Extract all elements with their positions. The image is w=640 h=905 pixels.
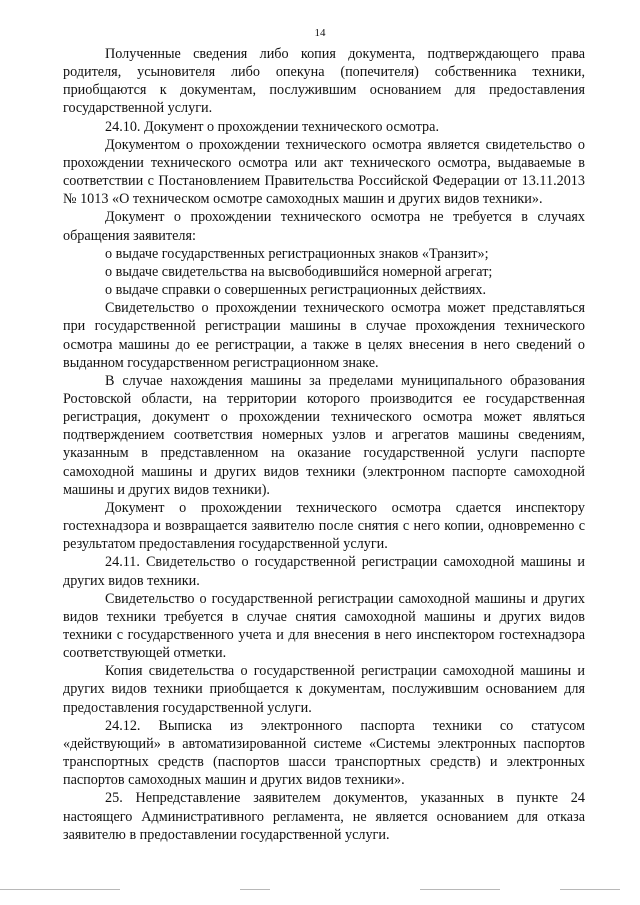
paragraph-document-return: Документ о прохождении технического осмотра сдается инспектору гостехнадзора и возвращается заявителю после снятия с него копии, одновременно с результатом предоставления государственной услуги.: [63, 499, 585, 553]
paragraph-outside-municipality: В случае нахождения машины за пределами муниципального образования Ростовской области, на территории которого производится ее государственная регистрация, документ о прохождении технического осмотра может являться подтверждением соответствия номерных узлов и агрегатов машины сведениям, указанным в представленном на оказание государственной услуги паспорте самоходной машины и других видов техники (электронном паспорте самоходной машины и других видов техники).: [63, 372, 585, 498]
heading-24-10: 24.10. Документ о прохождении технического осмотра.: [105, 118, 439, 135]
heading-24-12: 24.12. Выписка из электронного паспорта техники со статусом «действующий» в автоматизированной системе «Системы электронных паспортов транспортных средств (паспортов шасси транспортных средств) и электронных паспортов самоходных машин и других видов техники».: [63, 717, 585, 789]
list-item-certificate: о выдаче справки о совершенных регистрационных действиях.: [105, 282, 486, 299]
paragraph-not-required: Документ о прохождении технического осмотра не требуется в случаях обращения заявителя:: [63, 209, 585, 244]
paragraph-inspection-document: Документом о прохождении технического осмотра является свидетельство о прохождении технического осмотра или акт технического осмотра, выдаваемые в соответствии с Постановлением Правительства Российской Федерации от 13.11.2013 № 1013 «О техническом осмотре самоходных машин и других видов техники».: [63, 136, 585, 208]
list-item-number-unit: о выдаче свидетельства на высвободившийся номерной агрегат;: [105, 263, 493, 280]
paragraph-registration-copy: Копия свидетельства о государственной регистрации самоходной машины и других видов техники приобщается к документам, послужившим основанием для предоставления государственной услуги.: [63, 663, 585, 716]
paragraph-certificate-submission: Свидетельство о прохождении технического осмотра может представляться при государственной регистрации машины в случае прохождения технического осмотра машины до ее регистрации, а также в целях внесения в него сведений о выданном государственном регистрационном знаке.: [63, 300, 585, 371]
paragraph-registration-required: Свидетельство о государственной регистрации самоходной машины и других видов техники требуется в случае снятия самоходной машины и других видов техники с государственного учета и для внесения в него инспектором гостехнадзора соответствующей отметки.: [63, 590, 585, 662]
list-item-transit-plates: о выдаче государственных регистрационных знаков «Транзит»;: [105, 245, 489, 262]
paragraph-25: 25. Непредставление заявителем документов, указанных в пункте 24 настоящего Административного регламента, не является основанием для отказа заявителю в предоставлении государственной услуги.: [63, 790, 585, 843]
page-number: 14: [314, 27, 326, 39]
scan-artifact: [0, 887, 640, 893]
document-body: [63, 45, 585, 844]
heading-24-11: 24.11. Свидетельство о государственной регистрации самоходной машины и других видов техники.: [63, 554, 585, 589]
paragraph-parent-documents: Полученные сведения либо копия документа, подтверждающего права родителя, усыновителя либо опекуна (попечителя) собственника техники, приобщаются к документам, послужившим основанием для предоставления государственной услуги.: [63, 46, 585, 117]
